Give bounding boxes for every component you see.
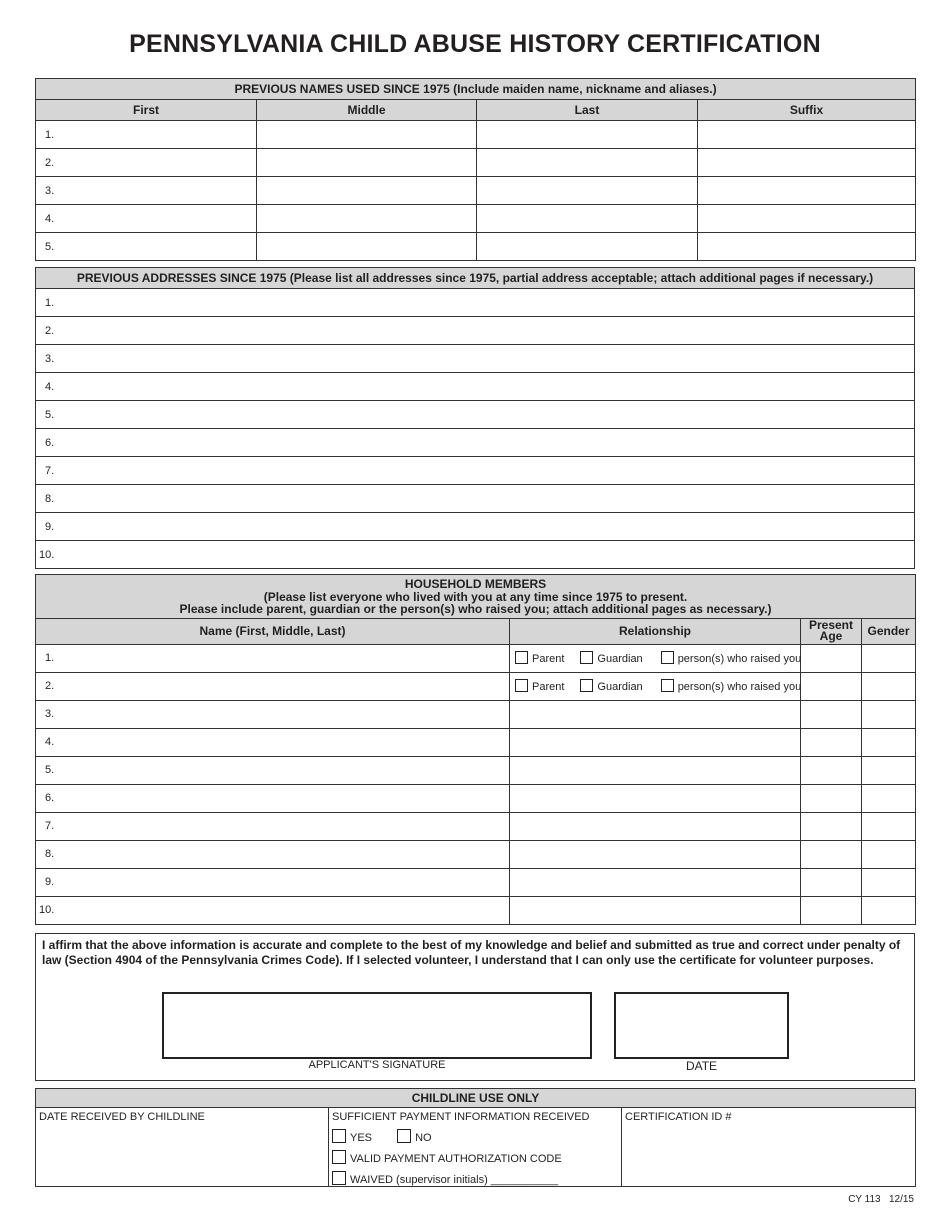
member-name-field[interactable]	[36, 840, 510, 868]
row-number: 3.	[45, 352, 55, 365]
column-header-suffix: Suffix	[698, 100, 916, 121]
name-middle-field[interactable]	[257, 177, 477, 205]
name-suffix-field[interactable]	[698, 177, 916, 205]
name-first-field[interactable]	[36, 121, 257, 149]
relationship-option-parent	[515, 651, 564, 665]
table-row	[36, 812, 916, 840]
payment-cell	[329, 1108, 622, 1187]
member-name-field[interactable]	[36, 812, 510, 840]
member-age-field[interactable]	[801, 840, 862, 868]
yes-no-row	[332, 1129, 621, 1144]
row-number: 10.	[39, 548, 55, 561]
member-name-field[interactable]	[36, 756, 510, 784]
yes-label: YES	[350, 1132, 373, 1144]
household-instruction-1: (Please list everyone who lived with you at any time since 1975 to present.	[263, 589, 688, 604]
table-row	[36, 485, 915, 513]
affirmation-text: I affirm that the above information is accurate and complete to the best of my knowledge and belief and submitted as true and correct under penalty of law (Section 4904 of the Pennsylvania Crimes Code). If I selected volunteer, I understand that I can only use the certificate for volunteer purposes.	[42, 938, 901, 967]
name-last-field[interactable]	[477, 177, 698, 205]
row-number: 9.	[45, 876, 55, 888]
row-number: 2.	[45, 680, 55, 692]
table-row	[36, 205, 916, 233]
parent-checkbox[interactable]	[515, 651, 528, 664]
row-number: 5.	[45, 240, 55, 253]
member-gender-field[interactable]	[862, 756, 916, 784]
previous-names-table	[35, 78, 916, 261]
table-row	[36, 700, 916, 728]
yes-checkbox[interactable]	[332, 1129, 346, 1143]
table-row	[36, 373, 915, 401]
waived-row	[332, 1171, 621, 1186]
member-relationship-field[interactable]	[510, 896, 801, 924]
name-last-field[interactable]	[477, 149, 698, 177]
name-first-field[interactable]	[36, 177, 257, 205]
table-row	[36, 672, 916, 700]
relationship-option-guardian	[580, 679, 642, 693]
table-row	[36, 728, 916, 756]
table-row	[36, 756, 916, 784]
member-gender-field[interactable]	[862, 868, 916, 896]
name-suffix-field[interactable]	[698, 121, 916, 149]
address-field[interactable]	[36, 457, 915, 485]
row-number: 7.	[45, 464, 55, 477]
member-gender-field[interactable]	[862, 840, 916, 868]
table-row	[36, 401, 915, 429]
name-first-field[interactable]	[36, 149, 257, 177]
member-name-field[interactable]	[36, 896, 510, 924]
member-relationship-field[interactable]	[510, 644, 801, 672]
name-first-field[interactable]	[36, 205, 257, 233]
guardian-checkbox[interactable]	[580, 651, 593, 664]
form-id: CY 113	[848, 1194, 881, 1205]
table-row	[36, 177, 916, 205]
relationship-option-parent	[515, 679, 564, 693]
name-middle-field[interactable]	[257, 205, 477, 233]
certification-id-label: CERTIFICATION ID #	[625, 1111, 732, 1123]
row-number: 10.	[39, 904, 55, 916]
raised-you-checkbox[interactable]	[661, 651, 674, 664]
address-field[interactable]	[36, 513, 915, 541]
address-field[interactable]	[36, 373, 915, 401]
member-name-field[interactable]	[36, 672, 510, 700]
member-age-field[interactable]	[801, 784, 862, 812]
table-row	[36, 868, 916, 896]
member-gender-field[interactable]	[862, 644, 916, 672]
parent-label: Parent	[532, 681, 565, 693]
valid-code-checkbox[interactable]	[332, 1150, 346, 1164]
affirmation-section	[35, 933, 915, 1081]
member-name-field[interactable]	[36, 728, 510, 756]
address-field[interactable]	[36, 401, 915, 429]
member-relationship-field[interactable]	[510, 812, 801, 840]
column-header-relationship: Relationship	[510, 618, 801, 644]
form-footer	[848, 1194, 914, 1205]
member-age-field[interactable]	[801, 728, 862, 756]
no-label: NO	[415, 1132, 432, 1144]
table-row	[36, 840, 916, 868]
relationship-option-raised-you	[661, 679, 802, 693]
member-age-field[interactable]	[801, 672, 862, 700]
table-row	[36, 896, 916, 924]
member-age-field[interactable]	[801, 756, 862, 784]
row-number: 3.	[45, 708, 55, 720]
member-relationship-field[interactable]	[510, 784, 801, 812]
signature-box[interactable]	[162, 992, 592, 1059]
payment-label: SUFFICIENT PAYMENT INFORMATION RECEIVED	[332, 1111, 590, 1123]
table-row	[36, 784, 916, 812]
row-number: 7.	[45, 820, 55, 832]
household-title: HOUSEHOLD MEMBERS	[404, 577, 547, 591]
previous-names-header: PREVIOUS NAMES USED SINCE 1975 (Include maiden name, nickname and aliases.)	[36, 79, 916, 100]
previous-addresses-header: PREVIOUS ADDRESSES SINCE 1975 (Please list all addresses since 1975, partial address acceptable; attach additional pages if necessary.)	[36, 268, 915, 289]
relationship-option-guardian	[580, 651, 642, 665]
member-relationship-field[interactable]	[510, 756, 801, 784]
certification-id-cell[interactable]	[622, 1108, 916, 1187]
member-age-field[interactable]	[801, 700, 862, 728]
address-field[interactable]	[36, 289, 915, 317]
member-relationship-field[interactable]	[510, 840, 801, 868]
name-first-field[interactable]	[36, 233, 257, 261]
member-gender-field[interactable]	[862, 784, 916, 812]
relationship-option-raised-you	[661, 651, 802, 665]
form-date: 12/15	[888, 1194, 914, 1205]
member-gender-field[interactable]	[862, 812, 916, 840]
row-number: 4.	[45, 212, 55, 225]
member-age-field[interactable]	[801, 644, 862, 672]
row-number: 6.	[45, 792, 55, 804]
column-header-present-age	[801, 618, 862, 644]
column-header-first: First	[36, 100, 257, 121]
table-row	[36, 644, 916, 672]
table-row	[36, 233, 916, 261]
row-number: 9.	[45, 520, 55, 533]
column-header-middle: Middle	[257, 100, 477, 121]
no-checkbox[interactable]	[397, 1129, 411, 1143]
row-number: 2.	[45, 324, 55, 337]
row-number: 8.	[45, 492, 55, 505]
date-box[interactable]	[614, 992, 789, 1059]
guardian-label: Guardian	[597, 681, 643, 693]
childline-table	[35, 1088, 916, 1187]
row-number: 1.	[45, 296, 55, 309]
column-header-name: Name (First, Middle, Last)	[36, 618, 510, 644]
member-name-field[interactable]	[36, 644, 510, 672]
member-name-field[interactable]	[36, 784, 510, 812]
table-row	[36, 317, 915, 345]
name-suffix-field[interactable]	[698, 233, 916, 261]
address-field[interactable]	[36, 485, 915, 513]
row-number: 5.	[45, 408, 55, 421]
row-number: 1.	[45, 652, 55, 664]
household-members-table	[35, 574, 916, 925]
row-number: 3.	[45, 184, 55, 197]
waived-checkbox[interactable]	[332, 1171, 346, 1185]
member-age-field[interactable]	[801, 896, 862, 924]
member-relationship-field[interactable]	[510, 700, 801, 728]
signature-label: APPLICANT'S SIGNATURE	[308, 1059, 446, 1071]
column-header-last: Last	[477, 100, 698, 121]
name-middle-field[interactable]	[257, 149, 477, 177]
row-number: 4.	[45, 736, 55, 748]
date-label: DATE	[685, 1059, 718, 1073]
page-title: PENNSYLVANIA CHILD ABUSE HISTORY CERTIFICATION	[129, 30, 821, 58]
date-received-label: DATE RECEIVED BY CHILDLINE	[39, 1111, 205, 1123]
row-number: 8.	[45, 848, 55, 860]
address-field[interactable]	[36, 317, 915, 345]
member-relationship-field[interactable]	[510, 868, 801, 896]
raised-you-label: person(s) who raised you	[677, 681, 802, 693]
table-row	[36, 121, 916, 149]
guardian-checkbox[interactable]	[580, 679, 593, 692]
address-field[interactable]	[36, 429, 915, 457]
column-header-gender: Gender	[862, 618, 916, 644]
household-members-header	[36, 575, 916, 619]
date-received-cell[interactable]	[36, 1108, 329, 1187]
name-suffix-field[interactable]	[698, 205, 916, 233]
row-number: 2.	[45, 156, 55, 169]
table-row	[36, 289, 915, 317]
table-row	[36, 457, 915, 485]
childline-header: CHILDLINE USE ONLY	[36, 1089, 916, 1108]
table-row	[36, 149, 916, 177]
parent-label: Parent	[532, 653, 565, 665]
member-name-field[interactable]	[36, 700, 510, 728]
valid-code-row	[332, 1150, 621, 1165]
member-gender-field[interactable]	[862, 896, 916, 924]
name-last-field[interactable]	[477, 233, 698, 261]
member-relationship-field[interactable]	[510, 672, 801, 700]
row-number: 5.	[45, 764, 55, 776]
guardian-label: Guardian	[597, 653, 643, 665]
member-name-field[interactable]	[36, 868, 510, 896]
row-number: 6.	[45, 436, 55, 449]
valid-code-label: VALID PAYMENT AUTHORIZATION CODE	[350, 1153, 562, 1165]
row-number: 1.	[45, 128, 55, 141]
table-row	[36, 345, 915, 373]
name-middle-field[interactable]	[257, 121, 477, 149]
table-row	[36, 513, 915, 541]
member-gender-field[interactable]	[862, 728, 916, 756]
member-age-field[interactable]	[801, 812, 862, 840]
address-field[interactable]	[36, 345, 915, 373]
name-last-field[interactable]	[477, 121, 698, 149]
name-suffix-field[interactable]	[698, 149, 916, 177]
row-number: 4.	[45, 380, 55, 393]
household-instruction-2: Please include parent, guardian or the person(s) who raised you; attach additional pages as necessary.)	[179, 602, 772, 616]
name-middle-field[interactable]	[257, 233, 477, 261]
present-age-line2: Age	[819, 629, 843, 643]
raised-you-checkbox[interactable]	[661, 679, 674, 692]
table-row	[36, 541, 915, 569]
raised-you-label: person(s) who raised you	[677, 653, 802, 665]
present-age-line1: Present	[808, 618, 854, 632]
waived-label: WAIVED (supervisor initials) ___________	[350, 1174, 559, 1186]
member-gender-field[interactable]	[862, 672, 916, 700]
member-relationship-field[interactable]	[510, 728, 801, 756]
name-last-field[interactable]	[477, 205, 698, 233]
member-age-field[interactable]	[801, 868, 862, 896]
previous-addresses-table	[35, 267, 915, 569]
member-gender-field[interactable]	[862, 700, 916, 728]
parent-checkbox[interactable]	[515, 679, 528, 692]
address-field[interactable]	[36, 541, 915, 569]
table-row	[36, 429, 915, 457]
